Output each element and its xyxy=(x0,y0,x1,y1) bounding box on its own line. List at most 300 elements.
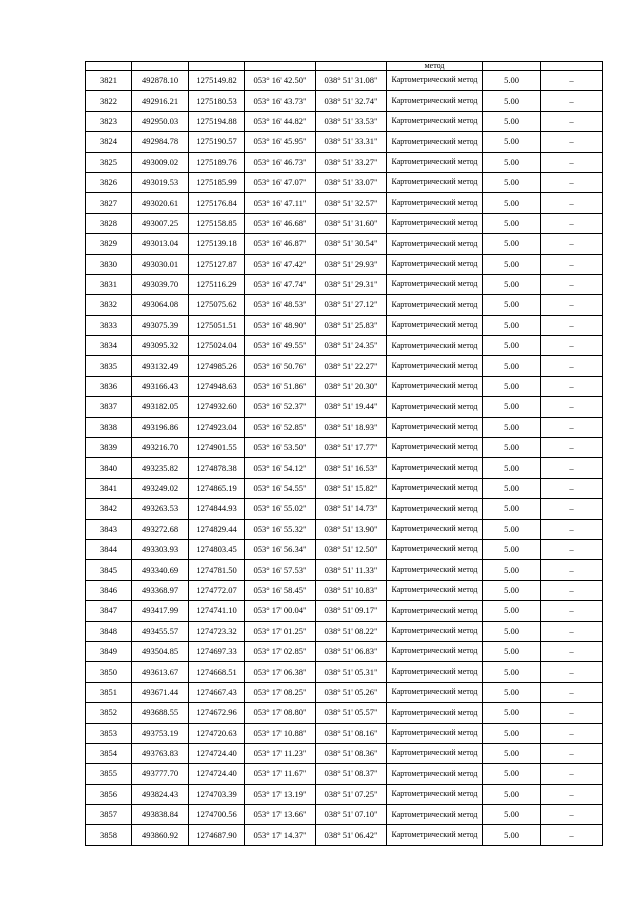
description-cell: – xyxy=(541,132,603,152)
longitude-cell: 038° 51' 07.25" xyxy=(316,784,387,804)
point-number-cell: 3829 xyxy=(86,234,132,254)
longitude-cell: 038° 51' 11.33" xyxy=(316,560,387,580)
coordinates-table xyxy=(85,61,603,846)
accuracy-cell: 5.00 xyxy=(483,152,541,172)
description-cell: – xyxy=(541,397,603,417)
y-coordinate-cell: 1274829.44 xyxy=(189,519,245,539)
table-row xyxy=(86,825,603,845)
method-cell: Картометрический метод xyxy=(387,703,483,723)
latitude-cell: 053° 16' 42.50" xyxy=(245,71,316,91)
longitude-cell: 038° 51' 27.12" xyxy=(316,295,387,315)
x-coordinate-cell: 492984.78 xyxy=(132,132,189,152)
table-row xyxy=(86,234,603,254)
point-number-cell: 3838 xyxy=(86,417,132,437)
accuracy-cell: 5.00 xyxy=(483,621,541,641)
x-coordinate-cell: 493182.05 xyxy=(132,397,189,417)
x-coordinate-cell: 493777.70 xyxy=(132,764,189,784)
point-number-cell: 3836 xyxy=(86,376,132,396)
latitude-cell: 053° 17' 14.37" xyxy=(245,825,316,845)
accuracy-cell: 5.00 xyxy=(483,662,541,682)
description-cell: – xyxy=(541,825,603,845)
description-cell: – xyxy=(541,254,603,274)
y-coordinate-cell: 1274781.50 xyxy=(189,560,245,580)
method-cell: Картометрический метод xyxy=(387,295,483,315)
method-cell: Картометрический метод xyxy=(387,234,483,254)
point-number-cell: 3834 xyxy=(86,336,132,356)
point-number-cell: 3847 xyxy=(86,601,132,621)
table-row xyxy=(86,499,603,519)
table-row xyxy=(86,376,603,396)
accuracy-cell: 5.00 xyxy=(483,601,541,621)
x-coordinate-cell: 493132.49 xyxy=(132,356,189,376)
table-row xyxy=(86,336,603,356)
accuracy-cell: 5.00 xyxy=(483,417,541,437)
point-number-cell: 3854 xyxy=(86,743,132,763)
x-coordinate-cell: 492916.21 xyxy=(132,91,189,111)
description-cell: – xyxy=(541,376,603,396)
longitude-cell: 038° 51' 24.35" xyxy=(316,336,387,356)
x-coordinate-cell: 493019.53 xyxy=(132,172,189,192)
table-row xyxy=(86,723,603,743)
method-cell: Картометрический метод xyxy=(387,601,483,621)
longitude-cell: 038° 51' 32.57" xyxy=(316,193,387,213)
method-cell: Картометрический метод xyxy=(387,641,483,661)
latitude-cell: 053° 16' 44.82" xyxy=(245,111,316,131)
x-coordinate-cell: 493039.70 xyxy=(132,274,189,294)
description-cell: – xyxy=(541,784,603,804)
point-number-cell: 3823 xyxy=(86,111,132,131)
table-row xyxy=(86,111,603,131)
longitude-cell: 038° 51' 08.36" xyxy=(316,743,387,763)
longitude-cell: 038° 51' 10.83" xyxy=(316,580,387,600)
latitude-cell: 053° 16' 45.95" xyxy=(245,132,316,152)
description-cell: – xyxy=(541,478,603,498)
description-cell: – xyxy=(541,519,603,539)
longitude-cell: 038° 51' 25.83" xyxy=(316,315,387,335)
accuracy-cell: 5.00 xyxy=(483,703,541,723)
table-row xyxy=(86,132,603,152)
method-cell: Картометрический метод xyxy=(387,397,483,417)
description-cell: – xyxy=(541,743,603,763)
method-cell: Картометрический метод xyxy=(387,356,483,376)
table-row xyxy=(86,641,603,661)
y-coordinate-cell: 1275190.57 xyxy=(189,132,245,152)
point-number-cell: 3850 xyxy=(86,662,132,682)
point-number-cell: 3826 xyxy=(86,172,132,192)
method-cell: Картометрический метод xyxy=(387,336,483,356)
x-coordinate-cell: 493671.44 xyxy=(132,682,189,702)
accuracy-cell: 5.00 xyxy=(483,499,541,519)
longitude-cell: 038° 51' 33.31" xyxy=(316,132,387,152)
method-cell: Картометрический метод xyxy=(387,274,483,294)
y-coordinate-cell: 1274932.60 xyxy=(189,397,245,417)
latitude-cell: 053° 16' 46.87" xyxy=(245,234,316,254)
table-row xyxy=(86,560,603,580)
latitude-cell: 053° 16' 47.11" xyxy=(245,193,316,213)
longitude-cell: 038° 51' 18.93" xyxy=(316,417,387,437)
accuracy-cell: 5.00 xyxy=(483,723,541,743)
method-cell: Картометрический метод xyxy=(387,152,483,172)
y-coordinate-cell: 1274724.40 xyxy=(189,764,245,784)
method-cell: Картометрический метод xyxy=(387,254,483,274)
longitude-cell: 038° 51' 16.53" xyxy=(316,458,387,478)
method-cell: Картометрический метод xyxy=(387,458,483,478)
x-coordinate-cell: 493417.99 xyxy=(132,601,189,621)
description-cell: – xyxy=(541,234,603,254)
point-number-cell: 3851 xyxy=(86,682,132,702)
x-coordinate-cell: 493838.84 xyxy=(132,805,189,825)
point-number-cell: 3832 xyxy=(86,295,132,315)
x-coordinate-cell: 493007.25 xyxy=(132,213,189,233)
accuracy-cell: 5.00 xyxy=(483,274,541,294)
point-number-cell: 3845 xyxy=(86,560,132,580)
y-coordinate-cell: 1275139.18 xyxy=(189,234,245,254)
accuracy-cell: 5.00 xyxy=(483,315,541,335)
x-coordinate-cell: 493249.02 xyxy=(132,478,189,498)
latitude-cell: 053° 16' 47.07" xyxy=(245,172,316,192)
y-coordinate-cell: 1274803.45 xyxy=(189,539,245,559)
point-number-cell: 3840 xyxy=(86,458,132,478)
latitude-cell: 053° 16' 49.55" xyxy=(245,336,316,356)
longitude-cell: 038° 51' 20.30" xyxy=(316,376,387,396)
table-row xyxy=(86,621,603,641)
x-coordinate-cell: 493504.85 xyxy=(132,641,189,661)
y-coordinate-cell: 1274672.96 xyxy=(189,703,245,723)
y-coordinate-cell: 1274985.26 xyxy=(189,356,245,376)
point-number-cell: 3842 xyxy=(86,499,132,519)
table-row xyxy=(86,580,603,600)
latitude-cell: 053° 16' 43.73" xyxy=(245,91,316,111)
method-cell: Картометрический метод xyxy=(387,132,483,152)
longitude-cell: 038° 51' 09.17" xyxy=(316,601,387,621)
method-cell: Картометрический метод xyxy=(387,662,483,682)
method-cell: Картометрический метод xyxy=(387,519,483,539)
y-coordinate-cell: 1274923.04 xyxy=(189,417,245,437)
method-cell: Картометрический метод xyxy=(387,621,483,641)
y-coordinate-cell: 1274844.93 xyxy=(189,499,245,519)
y-coordinate-cell: 1275185.99 xyxy=(189,172,245,192)
x-coordinate-cell: 493064.08 xyxy=(132,295,189,315)
point-number-cell: 3821 xyxy=(86,71,132,91)
point-number-cell: 3858 xyxy=(86,825,132,845)
accuracy-cell: 5.00 xyxy=(483,295,541,315)
y-coordinate-cell: 1274703.39 xyxy=(189,784,245,804)
accuracy-cell: 5.00 xyxy=(483,560,541,580)
latitude-cell: 053° 16' 52.37" xyxy=(245,397,316,417)
accuracy-cell: 5.00 xyxy=(483,805,541,825)
x-coordinate-cell: 493340.69 xyxy=(132,560,189,580)
latitude-cell: 053° 16' 53.50" xyxy=(245,438,316,458)
y-coordinate-cell: 1275158.85 xyxy=(189,213,245,233)
x-coordinate-cell: 493009.02 xyxy=(132,152,189,172)
y-coordinate-cell: 1275189.76 xyxy=(189,152,245,172)
table-row xyxy=(86,417,603,437)
latitude-cell: 053° 17' 06.38" xyxy=(245,662,316,682)
method-cell: Картометрический метод xyxy=(387,111,483,131)
accuracy-cell: 5.00 xyxy=(483,172,541,192)
accuracy-cell: 5.00 xyxy=(483,764,541,784)
x-coordinate-cell: 493263.53 xyxy=(132,499,189,519)
point-number-cell: 3827 xyxy=(86,193,132,213)
point-number-cell: 3855 xyxy=(86,764,132,784)
table-row xyxy=(86,784,603,804)
accuracy-cell: 5.00 xyxy=(483,213,541,233)
method-cell: метод xyxy=(387,62,483,71)
latitude-cell: 053° 16' 55.02" xyxy=(245,499,316,519)
y-coordinate-cell: 1275149.82 xyxy=(189,71,245,91)
accuracy-cell: 5.00 xyxy=(483,71,541,91)
table-row xyxy=(86,315,603,335)
description-cell: – xyxy=(541,438,603,458)
accuracy-cell: 5.00 xyxy=(483,580,541,600)
description-cell: – xyxy=(541,539,603,559)
y-coordinate-cell: 1274687.90 xyxy=(189,825,245,845)
description-cell: – xyxy=(541,336,603,356)
point-number-cell: 3856 xyxy=(86,784,132,804)
longitude-cell: 038° 51' 06.83" xyxy=(316,641,387,661)
latitude-cell: 053° 16' 48.53" xyxy=(245,295,316,315)
point-number-cell: 3846 xyxy=(86,580,132,600)
latitude-cell: 053° 16' 55.32" xyxy=(245,519,316,539)
accuracy-cell: 5.00 xyxy=(483,784,541,804)
continuation-row xyxy=(86,62,603,71)
method-cell: Картометрический метод xyxy=(387,193,483,213)
accuracy-cell: 5.00 xyxy=(483,397,541,417)
description-cell: – xyxy=(541,356,603,376)
method-cell: Картометрический метод xyxy=(387,91,483,111)
x-coordinate-cell: 493860.92 xyxy=(132,825,189,845)
accuracy-cell: 5.00 xyxy=(483,336,541,356)
y-coordinate-cell: 1274723.32 xyxy=(189,621,245,641)
point-number-cell: 3822 xyxy=(86,91,132,111)
longitude-cell: 038° 51' 14.73" xyxy=(316,499,387,519)
method-cell: Картометрический метод xyxy=(387,723,483,743)
method-cell: Картометрический метод xyxy=(387,213,483,233)
x-coordinate-cell: 493030.01 xyxy=(132,254,189,274)
point-number-cell: 3841 xyxy=(86,478,132,498)
table-row xyxy=(86,152,603,172)
accuracy-cell: 5.00 xyxy=(483,91,541,111)
table-row xyxy=(86,274,603,294)
x-coordinate-cell: 492950.03 xyxy=(132,111,189,131)
accuracy-cell: 5.00 xyxy=(483,132,541,152)
latitude-cell: 053° 17' 11.23" xyxy=(245,743,316,763)
table-body xyxy=(86,62,603,846)
latitude-cell: 053° 17' 13.19" xyxy=(245,784,316,804)
point-number-cell: 3849 xyxy=(86,641,132,661)
point-number-cell: 3853 xyxy=(86,723,132,743)
latitude-cell: 053° 16' 58.45" xyxy=(245,580,316,600)
longitude-cell: 038° 51' 29.31" xyxy=(316,274,387,294)
point-number-cell: 3837 xyxy=(86,397,132,417)
description-cell: – xyxy=(541,764,603,784)
description-cell: – xyxy=(541,621,603,641)
y-coordinate-cell: 1274700.56 xyxy=(189,805,245,825)
method-cell: Картометрический метод xyxy=(387,172,483,192)
x-coordinate-cell: 493688.55 xyxy=(132,703,189,723)
accuracy-cell: 5.00 xyxy=(483,438,541,458)
x-coordinate-cell: 492878.10 xyxy=(132,71,189,91)
method-cell: Картометрический метод xyxy=(387,71,483,91)
accuracy-cell: 5.00 xyxy=(483,111,541,131)
y-coordinate-cell: 1275075.62 xyxy=(189,295,245,315)
longitude-cell: 038° 51' 22.27" xyxy=(316,356,387,376)
table-row xyxy=(86,254,603,274)
method-cell: Картометрический метод xyxy=(387,315,483,335)
x-coordinate-cell: 493216.70 xyxy=(132,438,189,458)
accuracy-cell: 5.00 xyxy=(483,825,541,845)
description-cell: – xyxy=(541,682,603,702)
longitude-cell: 038° 51' 08.37" xyxy=(316,764,387,784)
table-row xyxy=(86,438,603,458)
x-coordinate-cell: 493196.86 xyxy=(132,417,189,437)
longitude-cell: 038° 51' 33.27" xyxy=(316,152,387,172)
point-number-cell: 3852 xyxy=(86,703,132,723)
description-cell: – xyxy=(541,805,603,825)
latitude-cell: 053° 16' 52.85" xyxy=(245,417,316,437)
x-coordinate-cell: 493095.32 xyxy=(132,336,189,356)
y-coordinate-cell: 1274865.19 xyxy=(189,478,245,498)
longitude-cell: 038° 51' 12.50" xyxy=(316,539,387,559)
longitude-cell: 038° 51' 17.77" xyxy=(316,438,387,458)
latitude-cell: 053° 16' 56.34" xyxy=(245,539,316,559)
table-row xyxy=(86,213,603,233)
point-number-cell: 3843 xyxy=(86,519,132,539)
y-coordinate-cell: 1275051.51 xyxy=(189,315,245,335)
point-number-cell: 3824 xyxy=(86,132,132,152)
longitude-cell: 038° 51' 30.54" xyxy=(316,234,387,254)
description-cell: – xyxy=(541,193,603,213)
x-coordinate-cell: 493824.43 xyxy=(132,784,189,804)
point-number-cell: 3833 xyxy=(86,315,132,335)
accuracy-cell: 5.00 xyxy=(483,641,541,661)
latitude-cell: 053° 16' 57.53" xyxy=(245,560,316,580)
point-number-cell: 3831 xyxy=(86,274,132,294)
longitude-cell: 038° 51' 07.10" xyxy=(316,805,387,825)
table-row xyxy=(86,539,603,559)
method-cell: Картометрический метод xyxy=(387,560,483,580)
description-cell: – xyxy=(541,560,603,580)
longitude-cell: 038° 51' 06.42" xyxy=(316,825,387,845)
latitude-cell: 053° 16' 54.55" xyxy=(245,478,316,498)
table-row xyxy=(86,356,603,376)
y-coordinate-cell: 1274697.33 xyxy=(189,641,245,661)
method-cell: Картометрический метод xyxy=(387,417,483,437)
table-row xyxy=(86,519,603,539)
table-row xyxy=(86,172,603,192)
method-cell: Картометрический метод xyxy=(387,478,483,498)
description-cell: – xyxy=(541,580,603,600)
latitude-cell: 053° 16' 46.73" xyxy=(245,152,316,172)
x-coordinate-cell: 493013.04 xyxy=(132,234,189,254)
y-coordinate-cell: 1275180.53 xyxy=(189,91,245,111)
accuracy-cell: 5.00 xyxy=(483,254,541,274)
latitude-cell: 053° 17' 10.88" xyxy=(245,723,316,743)
method-cell: Картометрический метод xyxy=(387,499,483,519)
y-coordinate-cell: 1274901.55 xyxy=(189,438,245,458)
x-coordinate-cell: 493075.39 xyxy=(132,315,189,335)
longitude-cell: 038° 51' 33.53" xyxy=(316,111,387,131)
description-cell: – xyxy=(541,295,603,315)
x-coordinate-cell: 493303.93 xyxy=(132,539,189,559)
accuracy-cell: 5.00 xyxy=(483,234,541,254)
longitude-cell: 038° 51' 08.22" xyxy=(316,621,387,641)
table-row xyxy=(86,193,603,213)
latitude-cell: 053° 17' 13.66" xyxy=(245,805,316,825)
description-cell: – xyxy=(541,499,603,519)
accuracy-cell: 5.00 xyxy=(483,356,541,376)
description-cell: – xyxy=(541,417,603,437)
longitude-cell: 038° 51' 08.16" xyxy=(316,723,387,743)
y-coordinate-cell: 1275116.29 xyxy=(189,274,245,294)
longitude-cell: 038° 51' 05.57" xyxy=(316,703,387,723)
longitude-cell: 038° 51' 32.74" xyxy=(316,91,387,111)
x-coordinate-cell: 493020.61 xyxy=(132,193,189,213)
point-number-cell: 3844 xyxy=(86,539,132,559)
longitude-cell: 038° 51' 05.31" xyxy=(316,662,387,682)
accuracy-cell: 5.00 xyxy=(483,519,541,539)
latitude-cell: 053° 17' 01.25" xyxy=(245,621,316,641)
method-cell: Картометрический метод xyxy=(387,376,483,396)
x-coordinate-cell: 493368.97 xyxy=(132,580,189,600)
accuracy-cell: 5.00 xyxy=(483,458,541,478)
point-number-cell: 3857 xyxy=(86,805,132,825)
table-row xyxy=(86,703,603,723)
method-cell: Картометрический метод xyxy=(387,825,483,845)
table-row xyxy=(86,71,603,91)
x-coordinate-cell: 493613.67 xyxy=(132,662,189,682)
method-cell: Картометрический метод xyxy=(387,784,483,804)
x-coordinate-cell: 493235.82 xyxy=(132,458,189,478)
longitude-cell: 038° 51' 31.08" xyxy=(316,71,387,91)
point-number-cell: 3828 xyxy=(86,213,132,233)
accuracy-cell: 5.00 xyxy=(483,376,541,396)
x-coordinate-cell: 493753.19 xyxy=(132,723,189,743)
x-coordinate-cell: 493455.57 xyxy=(132,621,189,641)
method-cell: Картометрический метод xyxy=(387,743,483,763)
y-coordinate-cell: 1275024.04 xyxy=(189,336,245,356)
table-row xyxy=(86,478,603,498)
description-cell: – xyxy=(541,703,603,723)
longitude-cell: 038° 51' 33.07" xyxy=(316,172,387,192)
x-coordinate-cell: 493272.68 xyxy=(132,519,189,539)
x-coordinate-cell: 493166.43 xyxy=(132,376,189,396)
latitude-cell: 053° 16' 46.68" xyxy=(245,213,316,233)
longitude-cell: 038° 51' 31.60" xyxy=(316,213,387,233)
table-row xyxy=(86,295,603,315)
method-cell: Картометрический метод xyxy=(387,580,483,600)
accuracy-cell: 5.00 xyxy=(483,478,541,498)
latitude-cell: 053° 17' 02.85" xyxy=(245,641,316,661)
longitude-cell: 038° 51' 15.82" xyxy=(316,478,387,498)
x-coordinate-cell: 493763.83 xyxy=(132,743,189,763)
y-coordinate-cell: 1274724.40 xyxy=(189,743,245,763)
point-number-cell: 3830 xyxy=(86,254,132,274)
y-coordinate-cell: 1275127.87 xyxy=(189,254,245,274)
latitude-cell: 053° 16' 47.74" xyxy=(245,274,316,294)
table-row xyxy=(86,601,603,621)
accuracy-cell: 5.00 xyxy=(483,539,541,559)
point-number-cell: 3848 xyxy=(86,621,132,641)
description-cell: – xyxy=(541,662,603,682)
description-cell: – xyxy=(541,213,603,233)
latitude-cell: 053° 16' 48.90" xyxy=(245,315,316,335)
description-cell: – xyxy=(541,274,603,294)
point-number-cell: 3839 xyxy=(86,438,132,458)
table-row xyxy=(86,662,603,682)
description-cell: – xyxy=(541,601,603,621)
latitude-cell: 053° 17' 11.67" xyxy=(245,764,316,784)
